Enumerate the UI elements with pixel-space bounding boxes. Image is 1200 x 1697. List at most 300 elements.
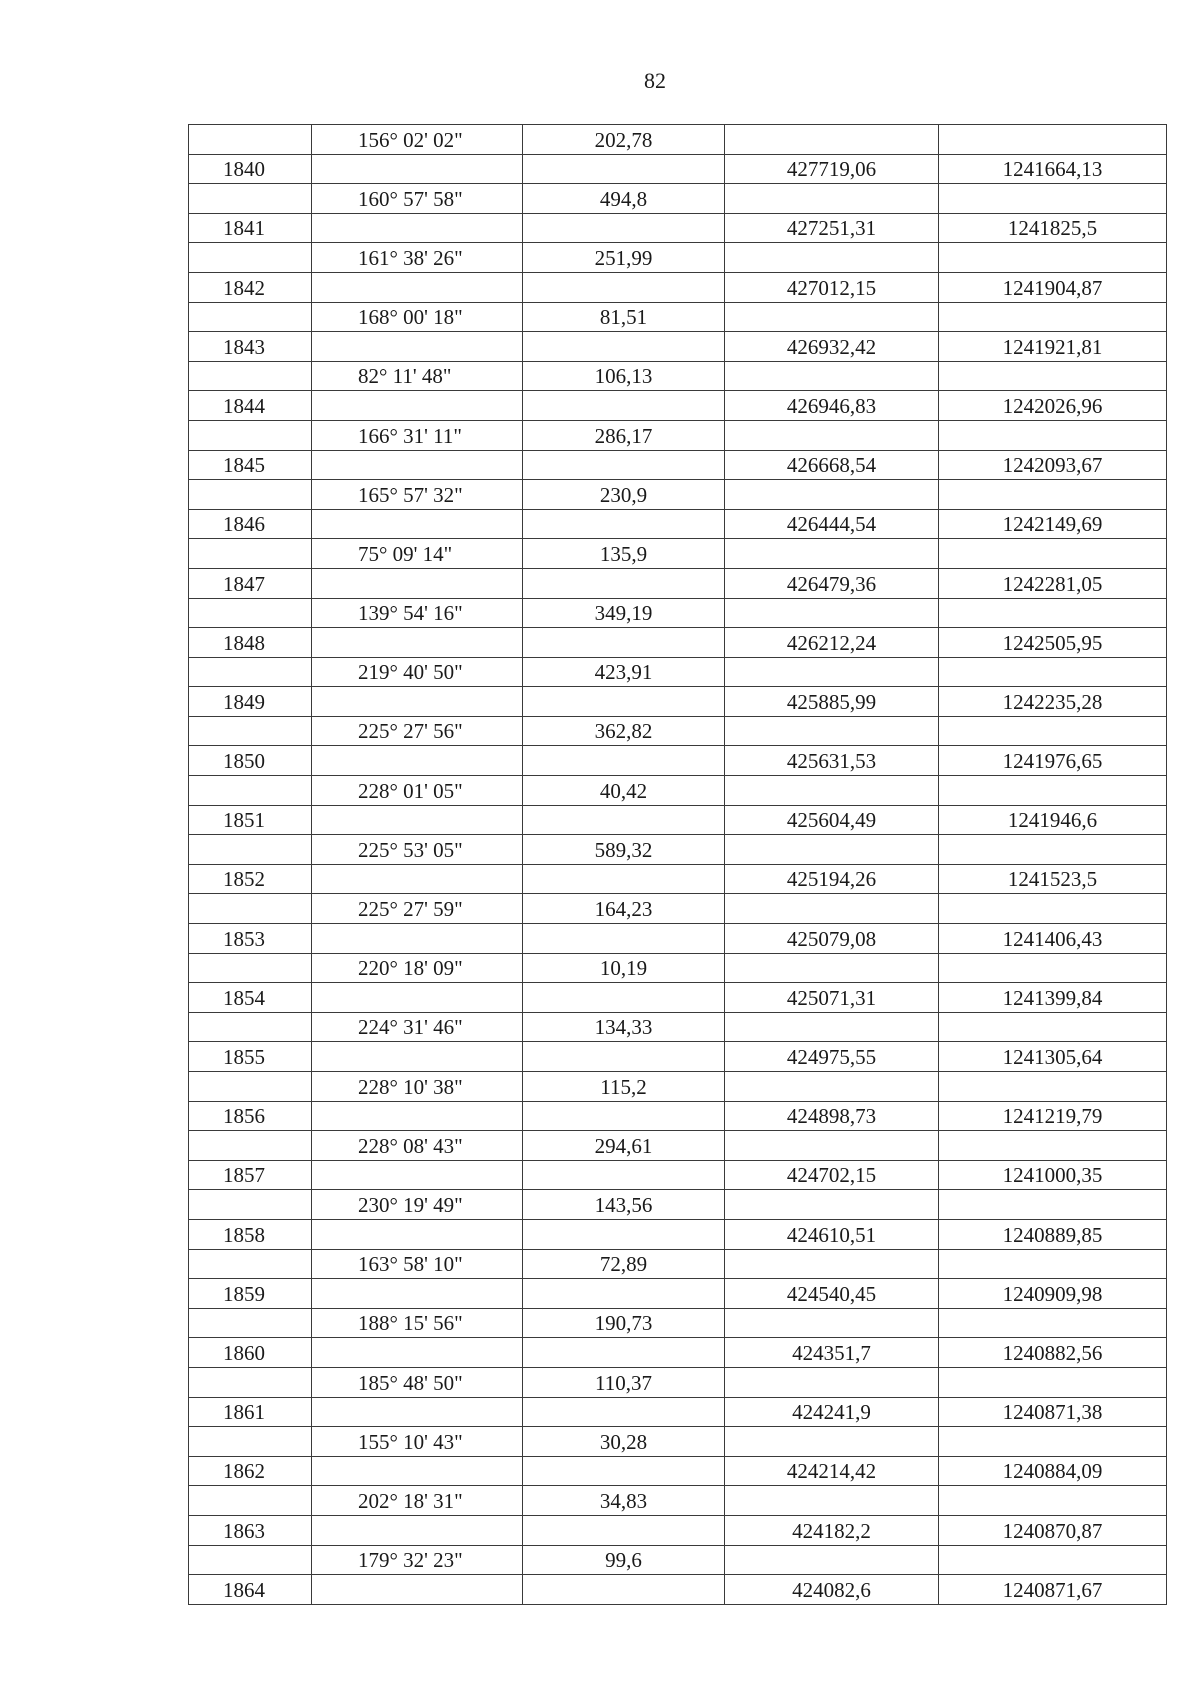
direction-angle-cell bbox=[312, 1456, 523, 1486]
y-coordinate-cell: 1241976,65 bbox=[939, 746, 1167, 776]
direction-angle-cell: 188° 15' 56" bbox=[312, 1308, 523, 1338]
table-row bbox=[189, 361, 1167, 391]
table-row bbox=[189, 1249, 1167, 1279]
point-number-cell bbox=[189, 1190, 312, 1220]
y-coordinate-cell: 1242235,28 bbox=[939, 687, 1167, 717]
x-coordinate-cell bbox=[725, 1249, 939, 1279]
x-coordinate-cell bbox=[725, 1190, 939, 1220]
direction-angle-cell: 155° 10' 43" bbox=[312, 1427, 523, 1457]
x-coordinate-cell bbox=[725, 953, 939, 983]
distance-cell: 349,19 bbox=[523, 598, 725, 628]
y-coordinate-cell: 1241825,5 bbox=[939, 213, 1167, 243]
distance-cell bbox=[523, 1397, 725, 1427]
direction-angle-cell bbox=[312, 509, 523, 539]
y-coordinate-cell bbox=[939, 1249, 1167, 1279]
y-coordinate-cell bbox=[939, 1545, 1167, 1575]
table-row bbox=[189, 509, 1167, 539]
point-number-cell bbox=[189, 657, 312, 687]
y-coordinate-cell bbox=[939, 480, 1167, 510]
direction-angle-cell: 168° 00' 18" bbox=[312, 302, 523, 332]
point-number-cell: 1844 bbox=[189, 391, 312, 421]
direction-angle-cell: 225° 27' 59" bbox=[312, 894, 523, 924]
x-coordinate-cell: 425631,53 bbox=[725, 746, 939, 776]
direction-angle-cell bbox=[312, 1160, 523, 1190]
point-number-cell: 1841 bbox=[189, 213, 312, 243]
x-coordinate-cell: 424975,55 bbox=[725, 1042, 939, 1072]
direction-angle-cell: 225° 27' 56" bbox=[312, 716, 523, 746]
y-coordinate-cell bbox=[939, 1308, 1167, 1338]
x-coordinate-cell bbox=[725, 835, 939, 865]
table-row bbox=[189, 568, 1167, 598]
y-coordinate-cell bbox=[939, 420, 1167, 450]
point-number-cell: 1855 bbox=[189, 1042, 312, 1072]
direction-angle-cell bbox=[312, 1338, 523, 1368]
table-row bbox=[189, 1042, 1167, 1072]
direction-angle-cell bbox=[312, 1101, 523, 1131]
distance-cell: 164,23 bbox=[523, 894, 725, 924]
direction-angle-cell bbox=[312, 983, 523, 1013]
table-row bbox=[189, 539, 1167, 569]
y-coordinate-cell: 1241946,6 bbox=[939, 805, 1167, 835]
direction-angle-cell: 225° 53' 05" bbox=[312, 835, 523, 865]
direction-angle-cell: 139° 54' 16" bbox=[312, 598, 523, 628]
table-row bbox=[189, 1367, 1167, 1397]
direction-angle-cell: 185° 48' 50" bbox=[312, 1367, 523, 1397]
y-coordinate-cell bbox=[939, 539, 1167, 569]
distance-cell: 134,33 bbox=[523, 1012, 725, 1042]
table-row bbox=[189, 1397, 1167, 1427]
x-coordinate-cell: 427719,06 bbox=[725, 154, 939, 184]
distance-cell bbox=[523, 864, 725, 894]
direction-angle-cell bbox=[312, 272, 523, 302]
point-number-cell: 1864 bbox=[189, 1575, 312, 1605]
direction-angle-cell: 202° 18' 31" bbox=[312, 1486, 523, 1516]
point-number-cell bbox=[189, 243, 312, 273]
distance-cell bbox=[523, 1338, 725, 1368]
x-coordinate-cell bbox=[725, 1072, 939, 1102]
distance-cell: 294,61 bbox=[523, 1131, 725, 1161]
table-row bbox=[189, 332, 1167, 362]
point-number-cell: 1846 bbox=[189, 509, 312, 539]
x-coordinate-cell bbox=[725, 657, 939, 687]
direction-angle-cell: 75° 09' 14" bbox=[312, 539, 523, 569]
distance-cell bbox=[523, 1456, 725, 1486]
x-coordinate-cell: 425194,26 bbox=[725, 864, 939, 894]
table-row bbox=[189, 125, 1167, 155]
point-number-cell bbox=[189, 480, 312, 510]
direction-angle-cell: 82° 11' 48" bbox=[312, 361, 523, 391]
x-coordinate-cell: 425885,99 bbox=[725, 687, 939, 717]
distance-cell bbox=[523, 332, 725, 362]
x-coordinate-cell: 424214,42 bbox=[725, 1456, 939, 1486]
point-number-cell bbox=[189, 598, 312, 628]
point-number-cell bbox=[189, 184, 312, 214]
x-coordinate-cell: 424540,45 bbox=[725, 1279, 939, 1309]
direction-angle-cell bbox=[312, 864, 523, 894]
y-coordinate-cell bbox=[939, 598, 1167, 628]
direction-angle-cell: 166° 31' 11" bbox=[312, 420, 523, 450]
x-coordinate-cell: 427251,31 bbox=[725, 213, 939, 243]
distance-cell: 143,56 bbox=[523, 1190, 725, 1220]
point-number-cell: 1861 bbox=[189, 1397, 312, 1427]
distance-cell bbox=[523, 1160, 725, 1190]
direction-angle-cell bbox=[312, 391, 523, 421]
x-coordinate-cell bbox=[725, 361, 939, 391]
direction-angle-cell bbox=[312, 1042, 523, 1072]
table-row bbox=[189, 391, 1167, 421]
y-coordinate-cell bbox=[939, 361, 1167, 391]
direction-angle-cell: 160° 57' 58" bbox=[312, 184, 523, 214]
distance-cell: 589,32 bbox=[523, 835, 725, 865]
distance-cell: 10,19 bbox=[523, 953, 725, 983]
x-coordinate-cell bbox=[725, 894, 939, 924]
y-coordinate-cell bbox=[939, 1012, 1167, 1042]
direction-angle-cell bbox=[312, 687, 523, 717]
y-coordinate-cell bbox=[939, 1131, 1167, 1161]
table-row bbox=[189, 1190, 1167, 1220]
point-number-cell: 1850 bbox=[189, 746, 312, 776]
point-number-cell bbox=[189, 1072, 312, 1102]
x-coordinate-cell bbox=[725, 1367, 939, 1397]
direction-angle-cell: 163° 58' 10" bbox=[312, 1249, 523, 1279]
distance-cell bbox=[523, 1575, 725, 1605]
table-row bbox=[189, 1545, 1167, 1575]
x-coordinate-cell: 424610,51 bbox=[725, 1219, 939, 1249]
point-number-cell bbox=[189, 1249, 312, 1279]
x-coordinate-cell bbox=[725, 243, 939, 273]
table-row bbox=[189, 657, 1167, 687]
y-coordinate-cell bbox=[939, 1072, 1167, 1102]
y-coordinate-cell: 1241399,84 bbox=[939, 983, 1167, 1013]
y-coordinate-cell bbox=[939, 302, 1167, 332]
distance-cell: 494,8 bbox=[523, 184, 725, 214]
table-row bbox=[189, 1219, 1167, 1249]
point-number-cell bbox=[189, 1427, 312, 1457]
distance-cell: 40,42 bbox=[523, 776, 725, 806]
table-row bbox=[189, 746, 1167, 776]
table-row bbox=[189, 1515, 1167, 1545]
direction-angle-cell bbox=[312, 154, 523, 184]
x-coordinate-cell: 424182,2 bbox=[725, 1515, 939, 1545]
y-coordinate-cell bbox=[939, 184, 1167, 214]
table-body bbox=[189, 125, 1167, 1605]
point-number-cell: 1851 bbox=[189, 805, 312, 835]
point-number-cell bbox=[189, 1545, 312, 1575]
table-row bbox=[189, 480, 1167, 510]
table-row bbox=[189, 1072, 1167, 1102]
x-coordinate-cell bbox=[725, 1486, 939, 1516]
table-row bbox=[189, 864, 1167, 894]
y-coordinate-cell: 1240909,98 bbox=[939, 1279, 1167, 1309]
y-coordinate-cell: 1240871,67 bbox=[939, 1575, 1167, 1605]
table-row bbox=[189, 1131, 1167, 1161]
point-number-cell: 1847 bbox=[189, 568, 312, 598]
x-coordinate-cell: 426932,42 bbox=[725, 332, 939, 362]
table-row bbox=[189, 1160, 1167, 1190]
distance-cell: 110,37 bbox=[523, 1367, 725, 1397]
x-coordinate-cell bbox=[725, 1308, 939, 1338]
distance-cell: 34,83 bbox=[523, 1486, 725, 1516]
distance-cell: 99,6 bbox=[523, 1545, 725, 1575]
x-coordinate-cell bbox=[725, 1012, 939, 1042]
table-row bbox=[189, 1279, 1167, 1309]
y-coordinate-cell: 1241406,43 bbox=[939, 924, 1167, 954]
direction-angle-cell bbox=[312, 213, 523, 243]
x-coordinate-cell: 424351,7 bbox=[725, 1338, 939, 1368]
distance-cell: 115,2 bbox=[523, 1072, 725, 1102]
direction-angle-cell: 228° 01' 05" bbox=[312, 776, 523, 806]
direction-angle-cell bbox=[312, 1515, 523, 1545]
table-row bbox=[189, 1486, 1167, 1516]
y-coordinate-cell: 1240884,09 bbox=[939, 1456, 1167, 1486]
table-row bbox=[189, 1338, 1167, 1368]
y-coordinate-cell: 1241904,87 bbox=[939, 272, 1167, 302]
point-number-cell bbox=[189, 894, 312, 924]
distance-cell bbox=[523, 1042, 725, 1072]
x-coordinate-cell: 424241,9 bbox=[725, 1397, 939, 1427]
table-row bbox=[189, 1308, 1167, 1338]
table-row bbox=[189, 805, 1167, 835]
distance-cell bbox=[523, 687, 725, 717]
point-number-cell: 1854 bbox=[189, 983, 312, 1013]
table-row bbox=[189, 924, 1167, 954]
direction-angle-cell bbox=[312, 1397, 523, 1427]
point-number-cell: 1849 bbox=[189, 687, 312, 717]
distance-cell bbox=[523, 509, 725, 539]
x-coordinate-cell: 425079,08 bbox=[725, 924, 939, 954]
distance-cell bbox=[523, 1515, 725, 1545]
table-row bbox=[189, 628, 1167, 658]
y-coordinate-cell: 1241523,5 bbox=[939, 864, 1167, 894]
x-coordinate-cell bbox=[725, 480, 939, 510]
point-number-cell: 1840 bbox=[189, 154, 312, 184]
x-coordinate-cell bbox=[725, 125, 939, 155]
x-coordinate-cell: 424082,6 bbox=[725, 1575, 939, 1605]
distance-cell bbox=[523, 568, 725, 598]
distance-cell bbox=[523, 154, 725, 184]
table-row bbox=[189, 243, 1167, 273]
y-coordinate-cell: 1241664,13 bbox=[939, 154, 1167, 184]
distance-cell bbox=[523, 1279, 725, 1309]
distance-cell: 135,9 bbox=[523, 539, 725, 569]
y-coordinate-cell bbox=[939, 953, 1167, 983]
table-row bbox=[189, 776, 1167, 806]
direction-angle-cell bbox=[312, 1279, 523, 1309]
x-coordinate-cell: 427012,15 bbox=[725, 272, 939, 302]
y-coordinate-cell: 1240882,56 bbox=[939, 1338, 1167, 1368]
direction-angle-cell bbox=[312, 332, 523, 362]
distance-cell: 72,89 bbox=[523, 1249, 725, 1279]
point-number-cell bbox=[189, 302, 312, 332]
y-coordinate-cell: 1242093,67 bbox=[939, 450, 1167, 480]
distance-cell bbox=[523, 628, 725, 658]
y-coordinate-cell: 1241921,81 bbox=[939, 332, 1167, 362]
table-row bbox=[189, 953, 1167, 983]
y-coordinate-cell bbox=[939, 125, 1167, 155]
distance-cell bbox=[523, 746, 725, 776]
table-row bbox=[189, 213, 1167, 243]
direction-angle-cell bbox=[312, 1575, 523, 1605]
point-number-cell: 1858 bbox=[189, 1219, 312, 1249]
point-number-cell bbox=[189, 1486, 312, 1516]
y-coordinate-cell: 1240870,87 bbox=[939, 1515, 1167, 1545]
distance-cell: 106,13 bbox=[523, 361, 725, 391]
table-row bbox=[189, 272, 1167, 302]
direction-angle-cell: 220° 18' 09" bbox=[312, 953, 523, 983]
point-number-cell bbox=[189, 953, 312, 983]
y-coordinate-cell: 1242026,96 bbox=[939, 391, 1167, 421]
direction-angle-cell bbox=[312, 1219, 523, 1249]
table-row bbox=[189, 1101, 1167, 1131]
table-row bbox=[189, 1456, 1167, 1486]
distance-cell: 251,99 bbox=[523, 243, 725, 273]
x-coordinate-cell: 426668,54 bbox=[725, 450, 939, 480]
x-coordinate-cell: 426946,83 bbox=[725, 391, 939, 421]
direction-angle-cell: 230° 19' 49" bbox=[312, 1190, 523, 1220]
y-coordinate-cell: 1241000,35 bbox=[939, 1160, 1167, 1190]
point-number-cell: 1843 bbox=[189, 332, 312, 362]
y-coordinate-cell bbox=[939, 835, 1167, 865]
distance-cell bbox=[523, 450, 725, 480]
direction-angle-cell bbox=[312, 628, 523, 658]
point-number-cell: 1860 bbox=[189, 1338, 312, 1368]
distance-cell: 202,78 bbox=[523, 125, 725, 155]
point-number-cell bbox=[189, 361, 312, 391]
distance-cell bbox=[523, 805, 725, 835]
point-number-cell: 1845 bbox=[189, 450, 312, 480]
point-number-cell: 1863 bbox=[189, 1515, 312, 1545]
x-coordinate-cell bbox=[725, 184, 939, 214]
x-coordinate-cell bbox=[725, 302, 939, 332]
table-row bbox=[189, 302, 1167, 332]
point-number-cell: 1852 bbox=[189, 864, 312, 894]
direction-angle-cell bbox=[312, 450, 523, 480]
point-number-cell bbox=[189, 1308, 312, 1338]
x-coordinate-cell bbox=[725, 1131, 939, 1161]
point-number-cell: 1857 bbox=[189, 1160, 312, 1190]
x-coordinate-cell: 424898,73 bbox=[725, 1101, 939, 1131]
table-row bbox=[189, 184, 1167, 214]
x-coordinate-cell: 425604,49 bbox=[725, 805, 939, 835]
direction-angle-cell: 161° 38' 26" bbox=[312, 243, 523, 273]
direction-angle-cell: 156° 02' 02" bbox=[312, 125, 523, 155]
y-coordinate-cell bbox=[939, 894, 1167, 924]
table-row bbox=[189, 687, 1167, 717]
x-coordinate-cell: 426212,24 bbox=[725, 628, 939, 658]
x-coordinate-cell bbox=[725, 420, 939, 450]
y-coordinate-cell: 1242505,95 bbox=[939, 628, 1167, 658]
distance-cell bbox=[523, 983, 725, 1013]
y-coordinate-cell: 1242149,69 bbox=[939, 509, 1167, 539]
distance-cell: 81,51 bbox=[523, 302, 725, 332]
y-coordinate-cell bbox=[939, 1367, 1167, 1397]
x-coordinate-cell: 424702,15 bbox=[725, 1160, 939, 1190]
y-coordinate-cell bbox=[939, 1486, 1167, 1516]
table-row bbox=[189, 598, 1167, 628]
x-coordinate-cell: 425071,31 bbox=[725, 983, 939, 1013]
table-row bbox=[189, 716, 1167, 746]
table-row bbox=[189, 1427, 1167, 1457]
y-coordinate-cell bbox=[939, 776, 1167, 806]
y-coordinate-cell: 1242281,05 bbox=[939, 568, 1167, 598]
table-row bbox=[189, 835, 1167, 865]
direction-angle-cell: 224° 31' 46" bbox=[312, 1012, 523, 1042]
y-coordinate-cell bbox=[939, 716, 1167, 746]
direction-angle-cell: 219° 40' 50" bbox=[312, 657, 523, 687]
x-coordinate-cell bbox=[725, 716, 939, 746]
table-row bbox=[189, 983, 1167, 1013]
x-coordinate-cell: 426444,54 bbox=[725, 509, 939, 539]
point-number-cell: 1859 bbox=[189, 1279, 312, 1309]
distance-cell bbox=[523, 1219, 725, 1249]
distance-cell bbox=[523, 391, 725, 421]
direction-angle-cell: 179° 32' 23" bbox=[312, 1545, 523, 1575]
distance-cell bbox=[523, 1101, 725, 1131]
y-coordinate-cell: 1241305,64 bbox=[939, 1042, 1167, 1072]
page-number: 82 bbox=[644, 68, 666, 93]
distance-cell: 286,17 bbox=[523, 420, 725, 450]
point-number-cell: 1848 bbox=[189, 628, 312, 658]
direction-angle-cell bbox=[312, 568, 523, 598]
table-row bbox=[189, 154, 1167, 184]
direction-angle-cell bbox=[312, 746, 523, 776]
point-number-cell: 1862 bbox=[189, 1456, 312, 1486]
point-number-cell bbox=[189, 776, 312, 806]
y-coordinate-cell bbox=[939, 1427, 1167, 1457]
x-coordinate-cell: 426479,36 bbox=[725, 568, 939, 598]
table-row bbox=[189, 1575, 1167, 1605]
point-number-cell: 1842 bbox=[189, 272, 312, 302]
x-coordinate-cell bbox=[725, 598, 939, 628]
y-coordinate-cell bbox=[939, 657, 1167, 687]
direction-angle-cell: 165° 57' 32" bbox=[312, 480, 523, 510]
point-number-cell bbox=[189, 1131, 312, 1161]
distance-cell: 230,9 bbox=[523, 480, 725, 510]
direction-angle-cell bbox=[312, 924, 523, 954]
distance-cell: 30,28 bbox=[523, 1427, 725, 1457]
distance-cell bbox=[523, 924, 725, 954]
y-coordinate-cell: 1240889,85 bbox=[939, 1219, 1167, 1249]
x-coordinate-cell bbox=[725, 539, 939, 569]
distance-cell: 362,82 bbox=[523, 716, 725, 746]
x-coordinate-cell bbox=[725, 776, 939, 806]
point-number-cell bbox=[189, 835, 312, 865]
point-number-cell bbox=[189, 539, 312, 569]
x-coordinate-cell bbox=[725, 1427, 939, 1457]
y-coordinate-cell bbox=[939, 243, 1167, 273]
point-number-cell: 1856 bbox=[189, 1101, 312, 1131]
distance-cell: 423,91 bbox=[523, 657, 725, 687]
direction-angle-cell: 228° 08' 43" bbox=[312, 1131, 523, 1161]
survey-coordinates-table bbox=[188, 124, 1167, 1605]
distance-cell: 190,73 bbox=[523, 1308, 725, 1338]
distance-cell bbox=[523, 272, 725, 302]
distance-cell bbox=[523, 213, 725, 243]
point-number-cell bbox=[189, 420, 312, 450]
point-number-cell: 1853 bbox=[189, 924, 312, 954]
y-coordinate-cell: 1241219,79 bbox=[939, 1101, 1167, 1131]
point-number-cell bbox=[189, 716, 312, 746]
x-coordinate-cell bbox=[725, 1545, 939, 1575]
direction-angle-cell bbox=[312, 805, 523, 835]
table-row bbox=[189, 450, 1167, 480]
point-number-cell bbox=[189, 125, 312, 155]
point-number-cell bbox=[189, 1012, 312, 1042]
table-row bbox=[189, 894, 1167, 924]
y-coordinate-cell bbox=[939, 1190, 1167, 1220]
point-number-cell bbox=[189, 1367, 312, 1397]
direction-angle-cell: 228° 10' 38" bbox=[312, 1072, 523, 1102]
